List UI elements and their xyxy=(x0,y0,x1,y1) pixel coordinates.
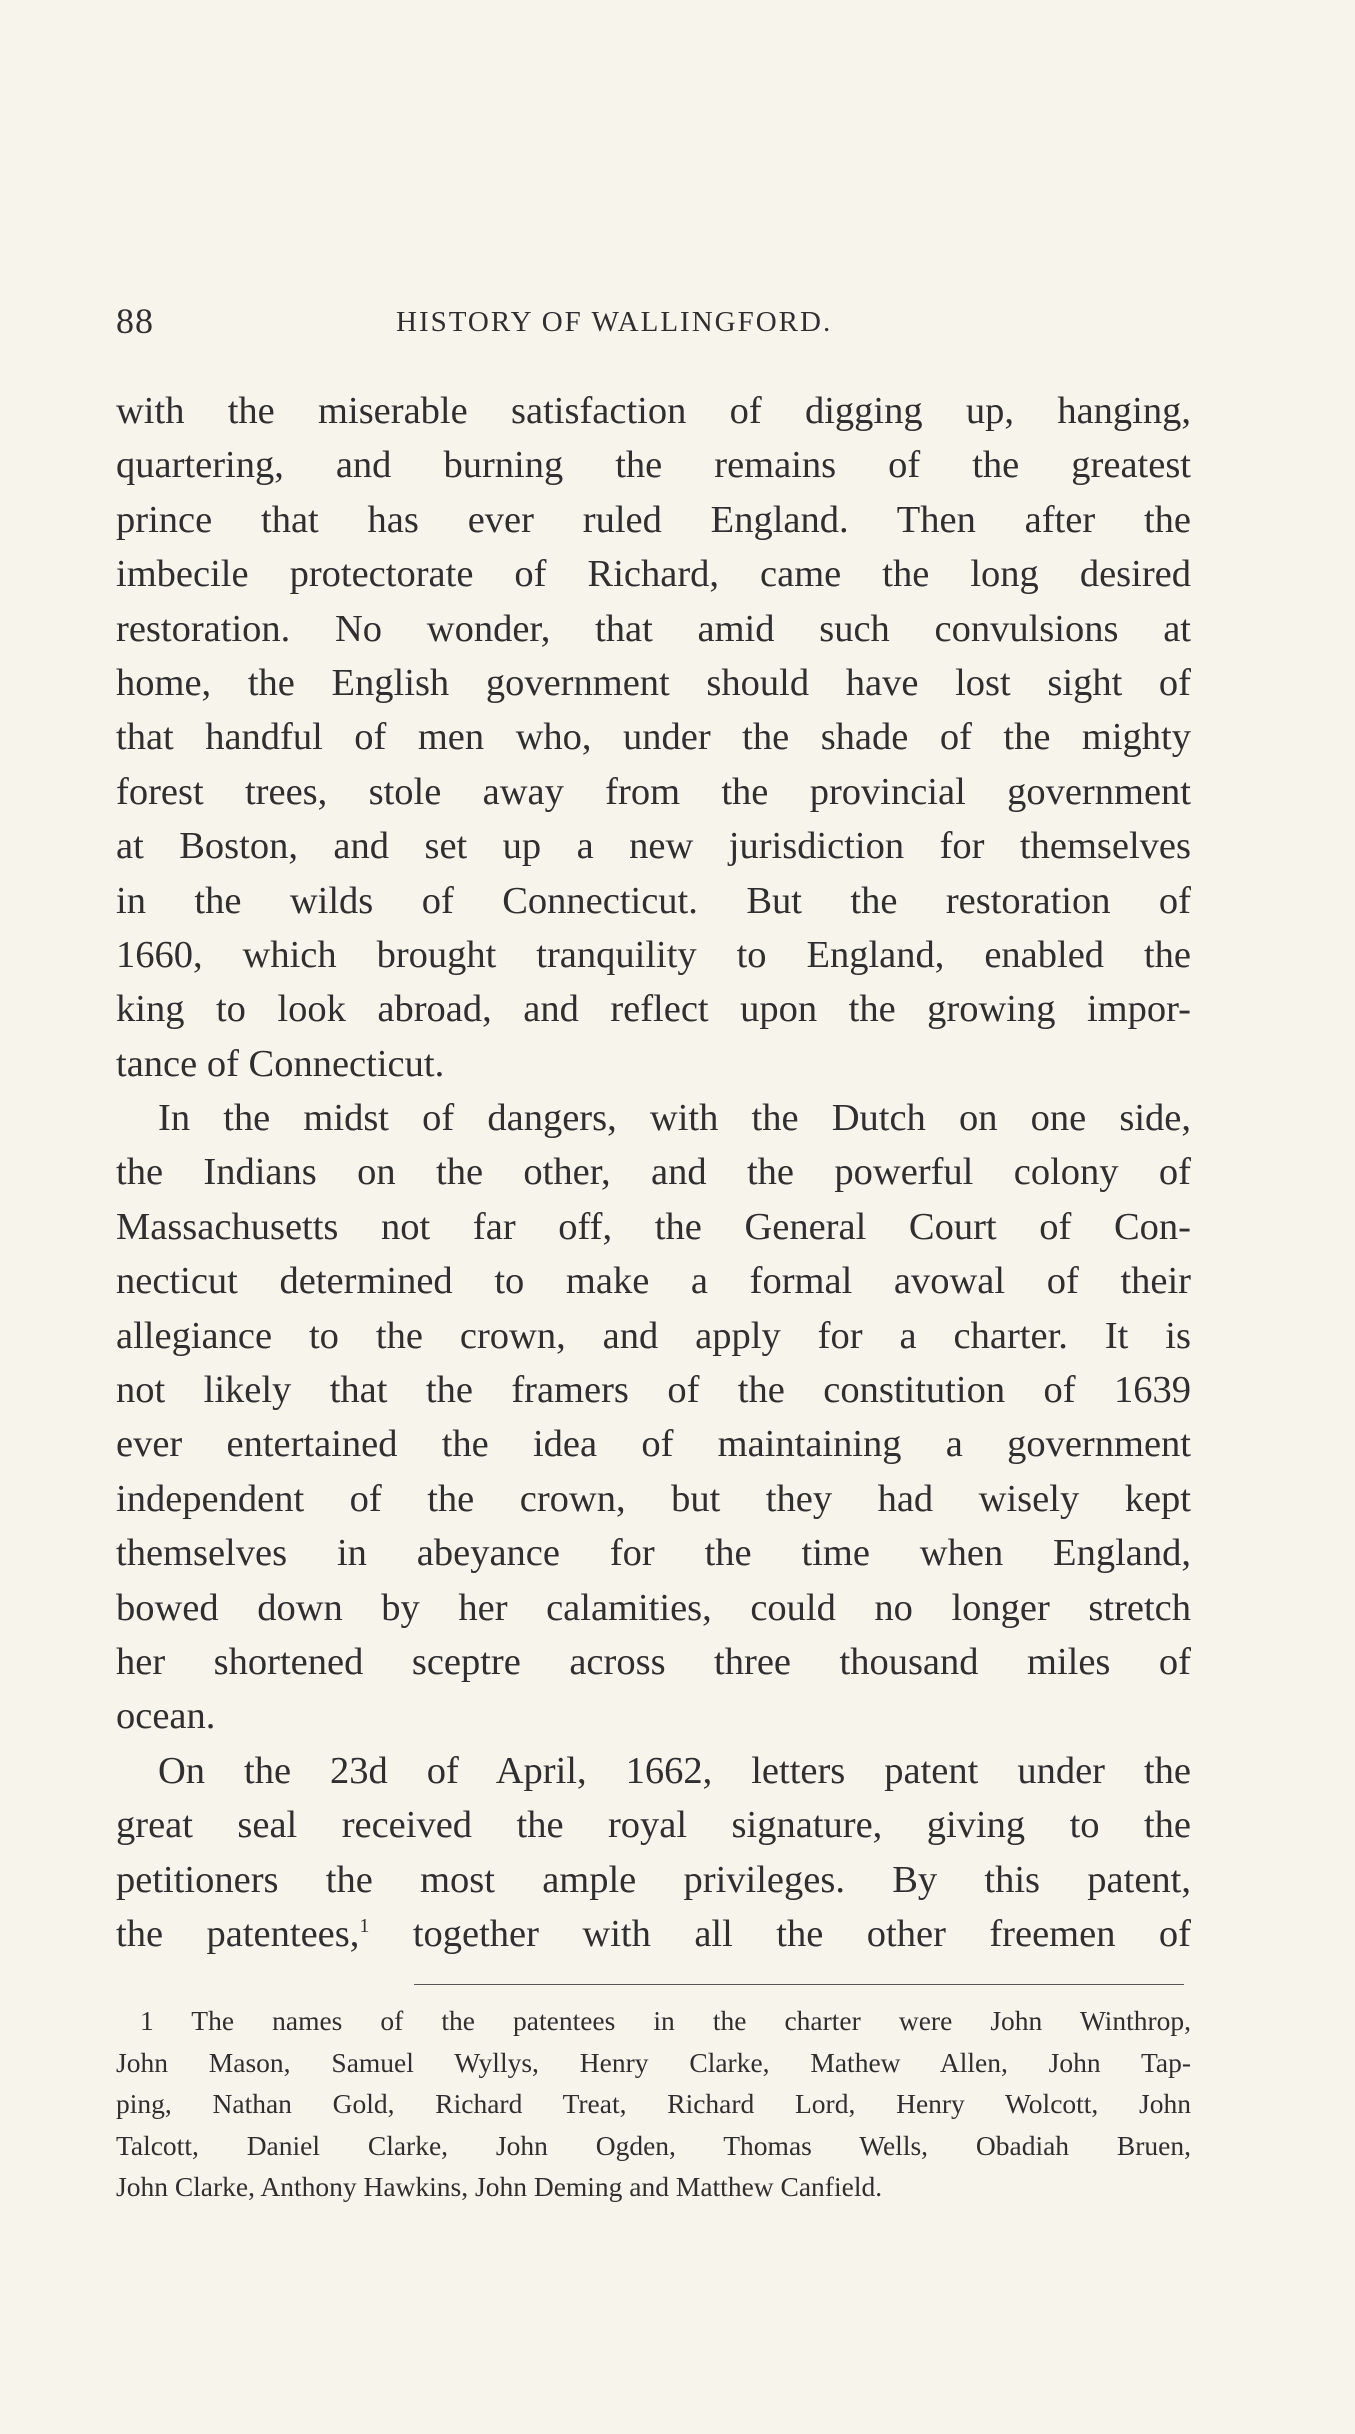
running-title: HISTORY OF WALLINGFORD. xyxy=(396,306,833,338)
body-line: ever entertained the idea of maintaining a government xyxy=(116,1423,1191,1466)
running-head xyxy=(116,300,906,350)
footnote-line xyxy=(116,2000,1191,2042)
body-line: In the midst of dangers, with the Dutch on one side, xyxy=(158,1097,1191,1140)
body-line: On the 23d of April, 1662, letters patent under the xyxy=(158,1749,1191,1792)
body-line: petitioners the most ample privileges. By this patent, xyxy=(116,1858,1191,1901)
footnote-line: John Mason, Samuel Wyllys, Henry Clarke, Mathew Allen, John Tap- xyxy=(116,2046,1191,2078)
body-line: home, the English government should have lost sight of xyxy=(116,661,1191,704)
footnote-reference: 1 xyxy=(359,1915,370,1938)
body-line: the Indians on the other, and the powerful colony of xyxy=(116,1151,1191,1194)
page-number: 88 xyxy=(116,301,154,341)
body-line: themselves in abeyance for the time when England, xyxy=(116,1532,1191,1575)
body-line: tance of Connecticut. xyxy=(116,1042,445,1085)
body-line: that handful of men who, under the shade of the mighty xyxy=(116,716,1191,759)
body-line: with the miserable satisfaction of digging up, hanging, xyxy=(116,390,1191,432)
body-line: Massachusetts not far off, the General Court of Con- xyxy=(116,1205,1191,1248)
footnote-line: John Clarke, Anthony Hawkins, John Deming and Matthew Canfield. xyxy=(116,2171,883,2202)
body-line: allegiance to the crown, and apply for a charter. It is xyxy=(116,1314,1191,1357)
body-line-last xyxy=(116,1907,1191,1961)
body-line: in the wilds of Connecticut. But the restoration of xyxy=(116,879,1191,922)
body-line: ocean. xyxy=(116,1695,216,1738)
body-line: necticut determined to make a formal avowal of their xyxy=(116,1260,1191,1303)
footnote-line: Talcott, Daniel Clarke, John Ogden, Thomas Wells, Obadiah Bruen, xyxy=(116,2129,1191,2161)
body-line: imbecile protectorate of Richard, came the long desired xyxy=(116,553,1191,596)
body-line: forest trees, stole away from the provincial government xyxy=(116,770,1191,813)
body-line: restoration. No wonder, that amid such convulsions at xyxy=(116,607,1191,650)
body-line: her shortened sceptre across three thousand miles of xyxy=(116,1640,1191,1683)
body-text xyxy=(116,384,1191,1961)
body-line: bowed down by her calamities, could no longer stretch xyxy=(116,1586,1191,1629)
footnote-divider xyxy=(414,1984,1184,1985)
body-line: not likely that the framers of the constitution of 1639 xyxy=(116,1369,1191,1412)
body-line-end: together with all the other freemen of xyxy=(369,1912,1191,1955)
body-line: prince that has ever ruled England. Then after the xyxy=(116,498,1191,541)
footnote-line: ping, Nathan Gold, Richard Treat, Richard Lord, Henry Wolcott, John xyxy=(116,2088,1191,2119)
body-line: quartering, and burning the remains of the greatest xyxy=(116,444,1191,487)
footnote xyxy=(116,2000,1191,2208)
body-line: king to look abroad, and reflect upon the growing impor- xyxy=(116,988,1191,1031)
body-line: at Boston, and set up a new jurisdiction for themselves xyxy=(116,825,1191,868)
body-line: great seal received the royal signature, giving to the xyxy=(116,1804,1191,1847)
body-line: independent of the crown, but they had wisely kept xyxy=(116,1477,1191,1520)
body-line-start: the patentees, xyxy=(116,1912,360,1955)
footnote-number: 1 xyxy=(140,2005,154,2036)
body-line: 1660, which brought tranquility to England, enabled the xyxy=(116,933,1191,976)
footnote-text: The names of the patentees in the charter were John Winthrop, xyxy=(153,2005,1191,2036)
